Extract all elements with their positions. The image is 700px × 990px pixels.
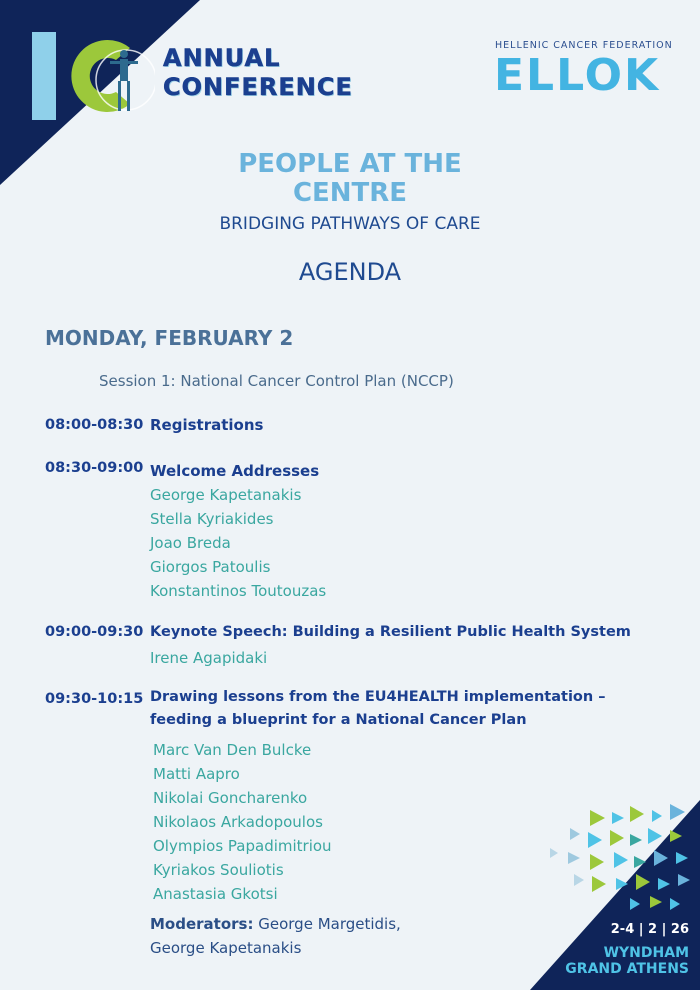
- session-title: Session 1: National Cancer Control Plan (NCCP): [99, 372, 454, 390]
- agenda-item-title: Registrations: [150, 416, 264, 434]
- agenda-item-title: Keynote Speech: Building a Resilient Public Health System: [150, 624, 631, 640]
- hero-subtitle: BRIDGING PATHWAYS OF CARE: [219, 214, 481, 234]
- speaker-name: Kyriakos Souliotis: [153, 861, 284, 879]
- federation-logo: ELLOK: [494, 50, 661, 101]
- moderator-name: George Margetidis,: [258, 915, 401, 933]
- speaker-name: Giorgos Patoulis: [150, 558, 271, 576]
- speaker-name: Anastasia Gkotsi: [153, 885, 278, 903]
- speaker-name: Stella Kyriakides: [150, 510, 274, 528]
- conference-title-line2: CONFERENCE: [163, 73, 353, 101]
- speaker-name: Irene Agapidaki: [150, 649, 268, 667]
- event-venue-line2: GRAND ATHENS: [565, 961, 689, 977]
- speaker-name: Nikolai Goncharenko: [153, 789, 308, 807]
- speaker-name: Joao Breda: [150, 534, 231, 552]
- event-dates: 2-4 | 2 | 26: [610, 922, 689, 937]
- agenda-item-title: [150, 686, 606, 732]
- moderators: [150, 912, 401, 960]
- conference-title-line1: ANNUAL: [163, 44, 281, 72]
- conference-logo-icon: [30, 26, 155, 126]
- agenda-time: 08:00-08:30: [45, 417, 144, 433]
- day-heading: MONDAY, FEBRUARY 2: [45, 326, 294, 350]
- speaker-name: Konstantinos Toutouzas: [150, 582, 327, 600]
- agenda-time: 09:00-09:30: [45, 624, 144, 640]
- agenda-item-title-line2: feeding a blueprint for a National Cancer Plan: [150, 712, 527, 728]
- agenda-time: 09:30-10:15: [45, 691, 144, 707]
- conference-title: [163, 44, 353, 102]
- hero-title: [0, 150, 700, 208]
- agenda-heading: AGENDA: [298, 258, 402, 286]
- event-venue-line1: WYNDHAM: [603, 945, 689, 961]
- hero-title-line2: CENTRE: [292, 178, 408, 208]
- agenda-item-title-line1: Drawing lessons from the EU4HEALTH implementation –: [150, 689, 606, 705]
- hero-title-line1: PEOPLE AT THE: [238, 149, 462, 179]
- moderators-label: Moderators:: [150, 915, 254, 933]
- speaker-name: Nikolaos Arkadopoulos: [153, 813, 323, 831]
- speaker-name: George Kapetanakis: [150, 486, 302, 504]
- event-venue: [565, 945, 689, 977]
- agenda-item-title: Welcome Addresses: [150, 462, 320, 480]
- moderator-name: George Kapetanakis: [150, 939, 302, 957]
- federation-name: HELLENIC CANCER FEDERATION: [495, 40, 673, 51]
- speaker-name: Olympios Papadimitriou: [153, 837, 332, 855]
- speaker-name: Matti Aapro: [153, 765, 240, 783]
- agenda-time: 08:30-09:00: [45, 460, 144, 476]
- speaker-name: Marc Van Den Bulcke: [153, 741, 312, 759]
